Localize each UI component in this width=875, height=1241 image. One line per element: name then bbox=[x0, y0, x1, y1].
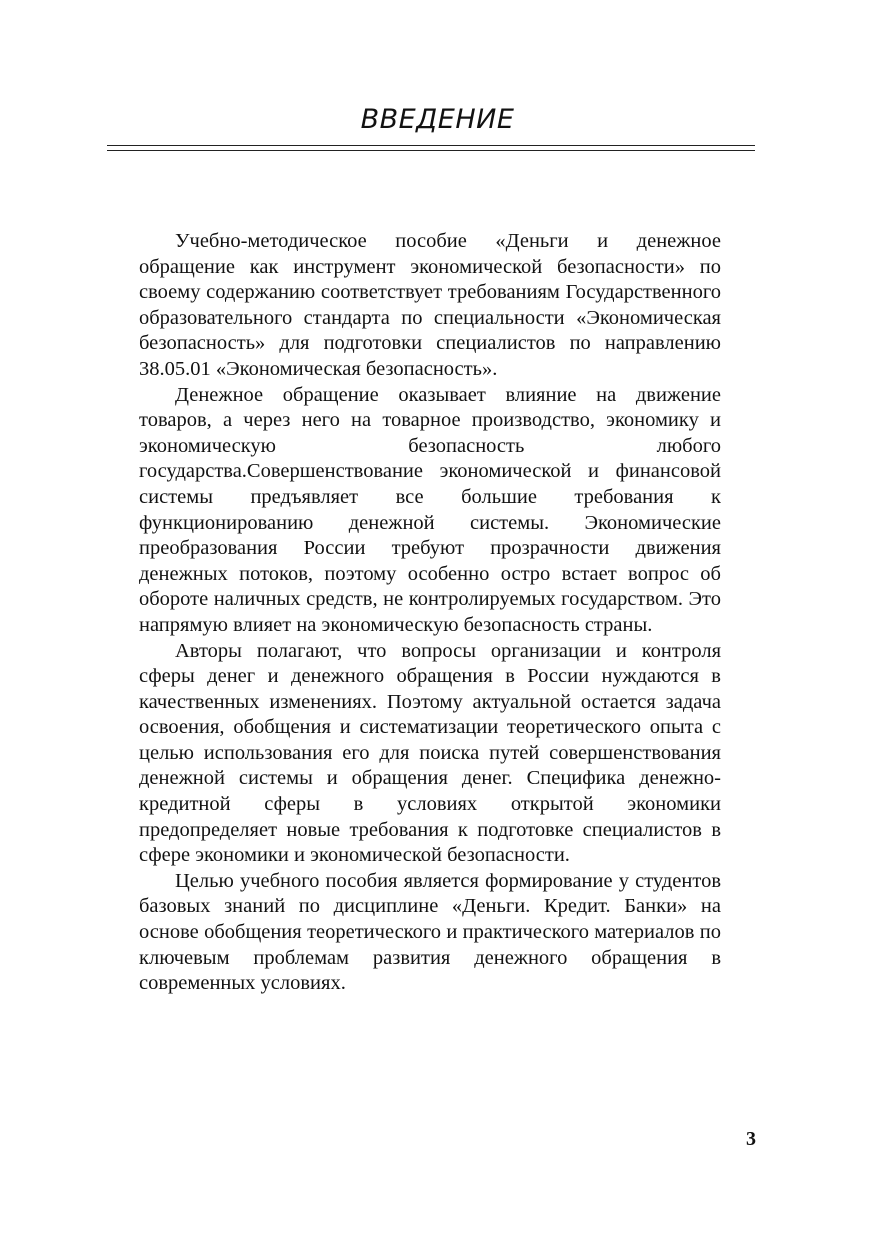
title-rule-bottom bbox=[107, 150, 755, 151]
body-text bbox=[139, 229, 721, 997]
chapter-title: ВВЕДЕНИЕ bbox=[360, 104, 515, 135]
title-rule-top bbox=[107, 145, 755, 146]
page-number: 3 bbox=[746, 1128, 756, 1150]
paragraph-4: Целью учебного пособия является формирование у студентов базовых знаний по дисциплине «Деньги. Кредит. Банки» на основе обобщения теоретического и практического материалов по ключевым проблемам развития денежного обращения в современных условиях. bbox=[139, 869, 721, 995]
paragraph-2: Денежное обращение оказывает влияние на движение товаров, а через него на товарное производство, экономику и экономическую безопасность любого государства.Совершенствование экономической и финансовой системы предъявляет все большие требования к функционированию денежной системы. Экономические преобразования России требуют прозрачности движения денежных потоков, поэтому особенно остро встает вопрос об обороте наличных средств, не контролируемых государством. Это напрямую влияет на экономическую безопасность страны. bbox=[139, 383, 721, 636]
paragraph-1: Учебно-методическое пособие «Деньги и денежное обращение как инструмент экономической безопасности» по своему содержанию соответствует требованиям Государственного образовательного стандарта по специальности «Экономическая безопасность» для подготовки специалистов по направлению 38.05.01 «Экономическая безопасность». bbox=[139, 230, 721, 380]
paragraph-3: Авторы полагают, что вопросы организации и контроля сферы денег и денежного обращения в России нуждаются в качественных изменениях. Поэтому актуальной остается задача освоения, обобщения и систематизации теоретического опыта с целью использования его для поиска путей совершенствования денежной системы и обращения денег. Специфика денежно-кредитной сферы в условиях открытой экономики предопределяет новые требования к подготовке специалистов в сфере экономики и экономической безопасности. bbox=[139, 639, 721, 867]
